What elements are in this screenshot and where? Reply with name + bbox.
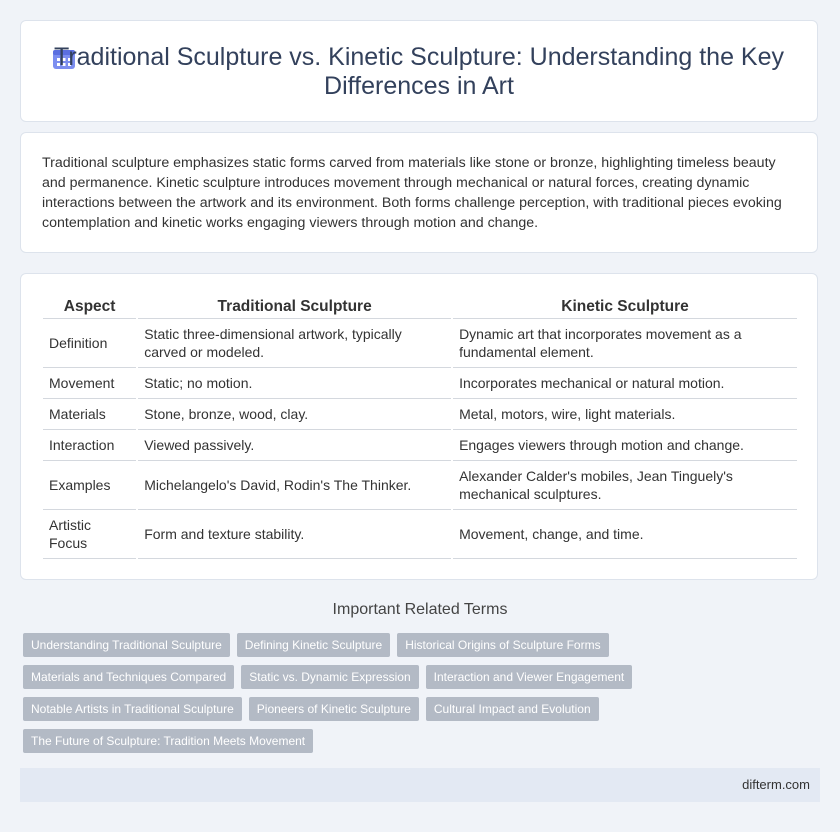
footer xyxy=(20,768,820,802)
related-terms xyxy=(23,633,643,761)
row-traditional: Viewed passively. xyxy=(138,430,451,461)
related-terms-heading: Important Related Terms xyxy=(332,601,508,618)
term-tag[interactable]: Pioneers of Kinetic Sculpture xyxy=(249,697,419,721)
table-row xyxy=(43,510,797,559)
row-aspect: Movement xyxy=(43,368,136,399)
intro-text: Traditional sculpture emphasizes static forms carved from materials like stone or bronze, highlighting timeless beauty and permanence. Kinetic sculpture introduces movement through mechanical or natural forces, creating dynamic interactions between the artwork and its environment. Both forms challenge perception, with traditional pieces evoking contemplation and kinetic works engaging viewers through motion and change. xyxy=(42,155,782,231)
row-kinetic: Alexander Calder's mobiles, Jean Tinguely's mechanical sculptures. xyxy=(453,461,797,510)
term-row xyxy=(23,729,643,753)
row-kinetic: Incorporates mechanical or natural motion. xyxy=(453,368,797,399)
row-aspect: Interaction xyxy=(43,430,136,461)
table-row xyxy=(43,319,797,368)
table-header-row xyxy=(43,296,797,319)
term-tag[interactable]: Static vs. Dynamic Expression xyxy=(241,665,418,689)
comparison-table xyxy=(41,296,799,559)
row-kinetic: Dynamic art that incorporates movement as a fundamental element. xyxy=(453,319,797,368)
term-tag[interactable]: Interaction and Viewer Engagement xyxy=(426,665,633,689)
term-tag[interactable]: The Future of Sculpture: Tradition Meets Movement xyxy=(23,729,313,753)
table-row xyxy=(43,430,797,461)
term-tag[interactable]: Materials and Techniques Compared xyxy=(23,665,234,689)
row-aspect: Examples xyxy=(43,461,136,510)
row-aspect: Definition xyxy=(43,319,136,368)
page-title: Traditional Sculpture vs. Kinetic Sculpture: Understanding the Key Differences in Art xyxy=(53,43,785,100)
term-tag[interactable]: Defining Kinetic Sculpture xyxy=(237,633,390,657)
term-row xyxy=(23,633,643,657)
header-kinetic: Kinetic Sculpture xyxy=(453,296,797,319)
row-aspect: Materials xyxy=(43,399,136,430)
row-kinetic: Movement, change, and time. xyxy=(453,510,797,559)
row-traditional: Michelangelo's David, Rodin's The Thinker. xyxy=(138,461,451,510)
term-tag[interactable]: Cultural Impact and Evolution xyxy=(426,697,599,721)
row-traditional: Static; no motion. xyxy=(138,368,451,399)
table-row xyxy=(43,461,797,510)
header-aspect: Aspect xyxy=(43,296,136,319)
title-card xyxy=(20,20,818,122)
row-traditional: Static three-dimensional artwork, typically carved or modeled. xyxy=(138,319,451,368)
header-traditional: Traditional Sculpture xyxy=(138,296,451,319)
term-row xyxy=(23,697,643,721)
row-kinetic: Metal, motors, wire, light materials. xyxy=(453,399,797,430)
term-tag[interactable]: Understanding Traditional Sculpture xyxy=(23,633,230,657)
term-row xyxy=(23,665,643,689)
intro-card xyxy=(20,132,818,253)
term-tag[interactable]: Notable Artists in Traditional Sculpture xyxy=(23,697,242,721)
row-aspect: Artistic Focus xyxy=(43,510,136,559)
table-row xyxy=(43,368,797,399)
comparison-card xyxy=(20,273,818,580)
row-traditional: Stone, bronze, wood, clay. xyxy=(138,399,451,430)
footer-site[interactable]: difterm.com xyxy=(742,777,810,792)
table-row xyxy=(43,399,797,430)
row-traditional: Form and texture stability. xyxy=(138,510,451,559)
term-tag[interactable]: Historical Origins of Sculpture Forms xyxy=(397,633,608,657)
row-kinetic: Engages viewers through motion and change. xyxy=(453,430,797,461)
